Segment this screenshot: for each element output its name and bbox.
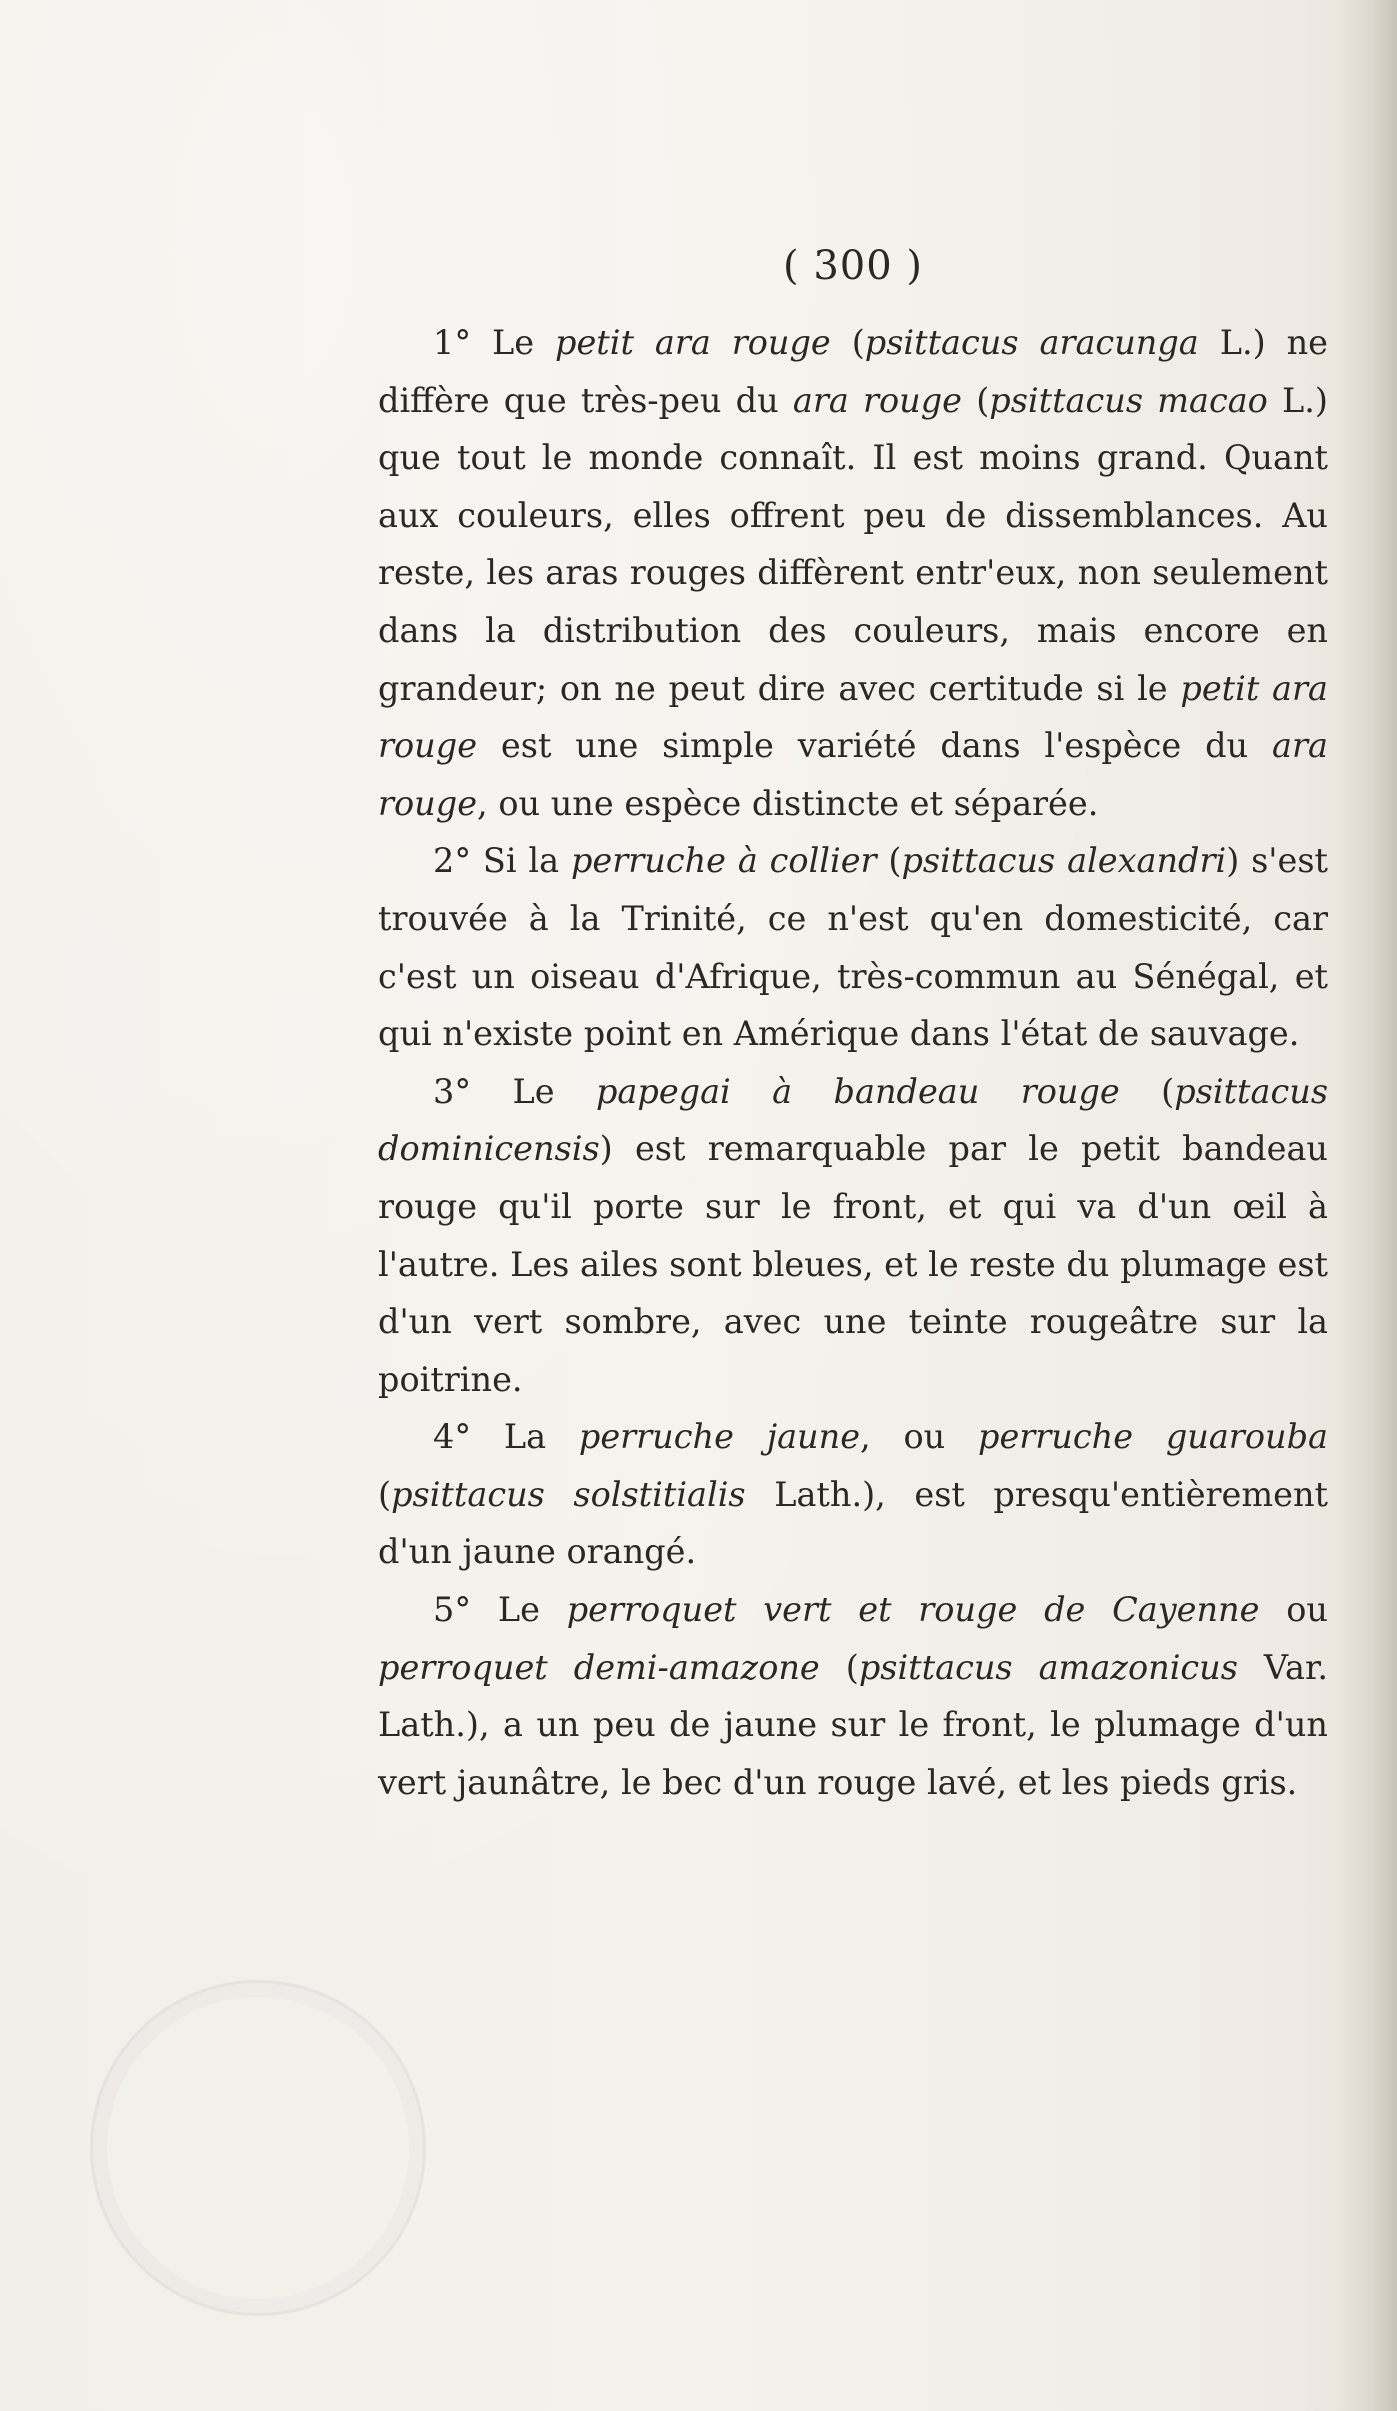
italic-term: perruche jaune bbox=[578, 1417, 861, 1457]
page-number: ( 300 ) bbox=[783, 243, 923, 289]
text-run: Si la bbox=[482, 841, 571, 881]
text-run: Le bbox=[512, 1071, 596, 1111]
paragraph-number: 1° bbox=[433, 323, 472, 362]
paragraph-3 bbox=[378, 1063, 1328, 1409]
paragraph-number: 2° bbox=[433, 841, 472, 881]
text-run: , ou bbox=[860, 1417, 978, 1457]
paragraph-2 bbox=[378, 832, 1328, 1062]
italic-term: ara rouge bbox=[378, 726, 1328, 823]
text-run: L.) que tout le monde connaît. Il est moins grand. Quant aux couleurs, elles offrent peu de dissemblances. Au reste, les aras rouges diffèrent entr'eux, non seulement dans la distribution des couleurs, mais encore en grandeur; on ne peut dire avec certitude si le bbox=[378, 380, 1328, 708]
italic-term: perruche à collier bbox=[570, 841, 877, 881]
italic-term: psittacus macao bbox=[989, 380, 1268, 420]
text-run: ( bbox=[1119, 1071, 1175, 1111]
italic-term: papegai à bandeau rouge bbox=[595, 1071, 1120, 1111]
paragraphs bbox=[378, 314, 1328, 1811]
italic-term: psittacus amazonicus bbox=[858, 1647, 1238, 1687]
text-run: ( bbox=[876, 841, 902, 881]
text-run: est une simple variété dans l'espèce du bbox=[477, 726, 1273, 766]
text-block bbox=[378, 218, 1328, 1811]
text-run: ( bbox=[830, 323, 865, 362]
text-run: ) est remarquable par le petit bandeau rouge qu'il porte sur le front, et qui va d'un œil à l'autre. Les ailes sont bleues, et le reste du plumage est d'un vert sombre, avec une teinte rougeâtre sur la poitrine. bbox=[378, 1129, 1328, 1399]
text-run: L.) ne diffère que très-peu du bbox=[378, 323, 1328, 420]
italic-term: petit ara rouge bbox=[378, 668, 1328, 766]
text-run: ou bbox=[1259, 1590, 1328, 1630]
faded-library-stamp bbox=[90, 1980, 426, 2316]
text-run: La bbox=[503, 1417, 579, 1457]
paragraph-4 bbox=[378, 1408, 1328, 1581]
text-run: Le bbox=[492, 323, 556, 362]
italic-term: psittacus aracunga bbox=[864, 323, 1199, 362]
text-run: ( bbox=[962, 380, 990, 420]
text-run: ( bbox=[819, 1647, 859, 1687]
paragraph-number: 5° bbox=[433, 1590, 472, 1630]
italic-term: perroquet demi-amazone bbox=[378, 1647, 820, 1687]
paragraph-number: 4° bbox=[433, 1417, 472, 1457]
text-run: ( bbox=[378, 1474, 392, 1514]
text-run: ) s'est trouvée à la Trinité, ce n'est qu'en domesticité, car c'est un oiseau d'Afrique, très-commun au Sénégal, et qui n'existe point en Amérique dans l'état de sauvage. bbox=[378, 841, 1328, 1054]
paragraph-5 bbox=[378, 1581, 1328, 1811]
binding-shadow bbox=[1337, 0, 1397, 2411]
italic-term: psittacus alexandri bbox=[901, 841, 1227, 881]
text-run: Var. Lath.), a un peu de jaune sur le front, le plumage d'un vert jaunâtre, le bec d'un rouge lavé, et les pieds gris. bbox=[378, 1647, 1328, 1802]
text-run: Le bbox=[497, 1590, 567, 1630]
italic-term: psittacus solstitialis bbox=[391, 1474, 746, 1514]
italic-term: ara rouge bbox=[792, 380, 963, 420]
italic-term: perruche guarouba bbox=[978, 1417, 1328, 1457]
paragraph-1 bbox=[378, 314, 1328, 832]
italic-term: psittacus dominicensis bbox=[378, 1071, 1329, 1169]
italic-term: petit ara rouge bbox=[555, 323, 831, 362]
text-run: Lath.), est presqu'entièrement d'un jaune orangé. bbox=[378, 1474, 1329, 1572]
text-run: , ou une espèce distincte et séparée. bbox=[477, 783, 1099, 823]
paragraph-number: 3° bbox=[433, 1071, 472, 1111]
italic-term: perroquet vert et rouge de Cayenne bbox=[566, 1590, 1260, 1630]
